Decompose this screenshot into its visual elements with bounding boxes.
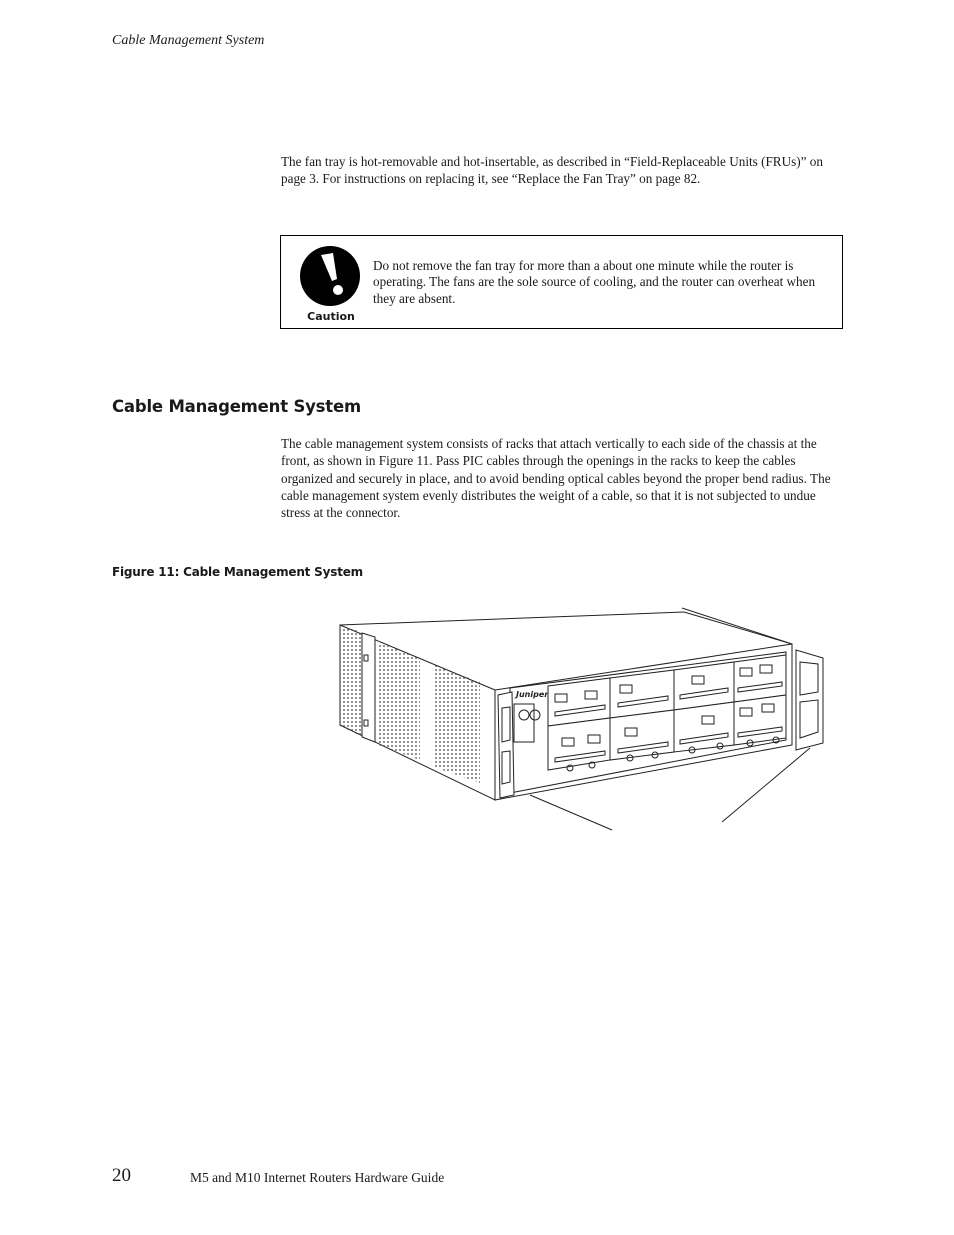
section-body: The cable management system consists of racks that attach vertically to each side of the chassis at the front, as shown in Figure 11. Pass PIC cables through the openings in the racks to keep the cables organized and securely in place, and to avoid bending optical cables beyond the proper bend radius. The cable management system evenly distributes the weight of a cable, so that it is not subjected to undue stress at the connector. <box>281 436 831 521</box>
section-heading: Cable Management System <box>112 397 361 416</box>
caution-label: Caution <box>307 310 355 323</box>
brand-label: Juniper <box>516 690 549 699</box>
router-illustration <box>330 600 850 835</box>
callout-line-bottom-right <box>722 748 810 822</box>
intro-paragraph: The fan tray is hot-removable and hot-insertable, as described in “Field-Replaceable Units (FRUs)” on page 3. For instructions on replacing it, see “Replace the Fan Tray” on page 82. <box>281 154 823 187</box>
caution-box <box>280 235 843 329</box>
running-head: Cable Management System <box>112 33 265 48</box>
exclamation-icon <box>299 245 361 307</box>
figure-caption: Figure 11: Cable Management System <box>112 565 363 579</box>
footer-title: M5 and M10 Internet Routers Hardware Guide <box>190 1170 445 1185</box>
page-number: 20 <box>112 1165 131 1186</box>
callout-line-bottom-left <box>530 795 612 830</box>
caution-text: Do not remove the fan tray for more than a about one minute while the router is operating. The fans are the sole source of cooling, and the router can overheat when they are absent. <box>373 258 816 306</box>
